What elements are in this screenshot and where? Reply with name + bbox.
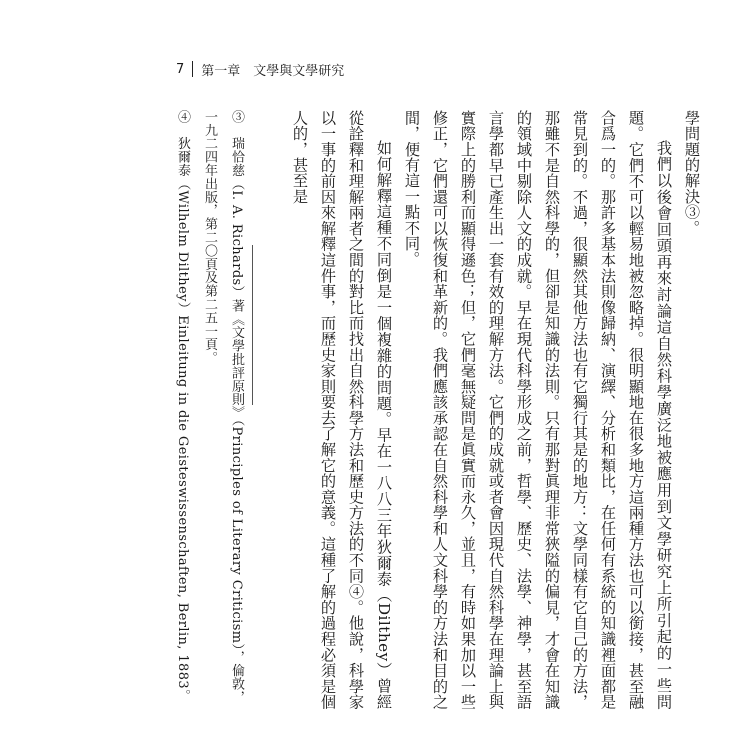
footnote-divider	[252, 245, 253, 405]
paragraph: 我們以後會回頭再來討論這自然科學廣泛地被應用到文學研究上所引起的一些問題。它們不可以輕易地被忽略掉。很明顯地在很多地方這兩種方法也可以銜接，甚至融合爲一的。那許多基本法則像歸納、演繹、分析和類比，在任何有系統的知識裡面都是常見到的。不過，很顯然其他方法也有它獨行其是的地方：文學同樣有它自己的方法，那雖不是自然科學的，但卻是知識的法則。只有那對眞理非常狹隘的偏見，才會在知識的領域中剔除人文的成就。早在現代科學形成之前，哲學、歷史、法學、神學，甚至語言學都早已產生出一套有效的理解方法。它們的成就或者會因現代自然科學在理論上與實際上的勝利而顯得遜色；但，它們毫無疑問是眞實而永久，並且，有時如果加以一些修正，它們還可以恢復和革新的。我們應該承認在自然科學和人文科學的方法和目的之間，便有這一點不同。	[403, 110, 673, 710]
chapter-title: 第一章 文學與文學研究	[201, 63, 345, 79]
main-text	[186, 110, 706, 710]
paragraph-continuation: 學問題的解決③。	[683, 110, 701, 236]
paragraph: 如何解釋這種不同倒是一個複雜的問題。早在一八八三年狄爾泰（Dilthey）曾經從詮釋和理解兩者之間的對比而找出自然科學方法和歷史方法的不同④。他說，科學家以一事的前因來解釋這件事，而歷史家則要去了解它的意義。這種了解的過程必須是個人的，甚至是	[291, 110, 393, 710]
page-number: 7	[176, 61, 185, 77]
footnote-4: ④ 狄爾泰（Wilhelm Dilthey）Einleitung in die Geisteswissenschaften, Berlin, 1883。	[175, 110, 190, 703]
header-divider	[192, 61, 193, 77]
footnote-3: ③ 瑞恰慈（I. A. Richards）著《文學批評原則》（Principles of Literary Criticism），倫敦，一九二四年出版，第二〇頁及第二五一頁。	[202, 110, 244, 704]
footnotes	[170, 110, 250, 710]
running-header	[176, 58, 344, 80]
